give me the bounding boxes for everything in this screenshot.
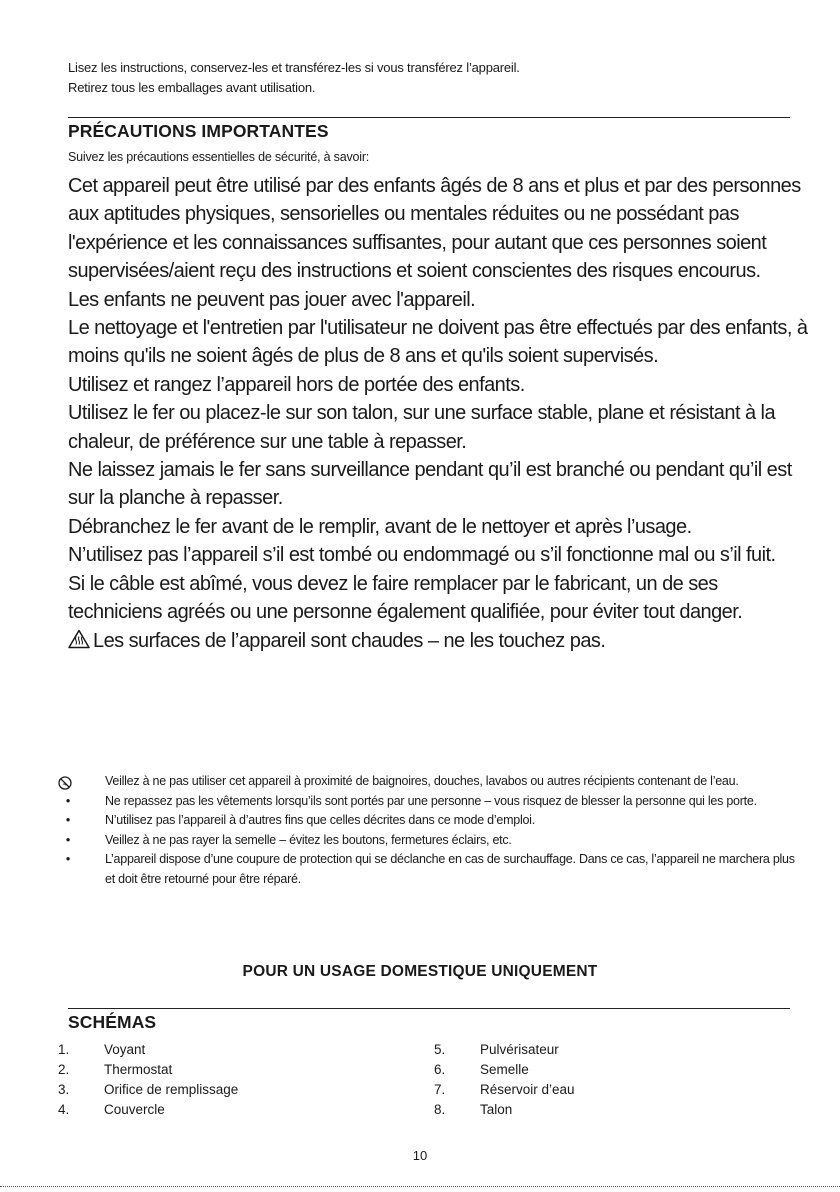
schema-item-number: 3. — [58, 1082, 70, 1097]
domestic-use-notice: POUR UN USAGE DOMESTIQUE UNIQUEMENT — [242, 963, 598, 980]
precaution-paragraph: Utilisez et rangez l’appareil hors de portée des enfants. — [68, 373, 525, 396]
schema-item-label: Réservoir d’eau — [480, 1082, 575, 1097]
bullet: • — [65, 793, 71, 808]
bottom-dotted-border — [0, 1186, 840, 1187]
bullet: • — [65, 813, 71, 827]
divider-schemas — [68, 1008, 790, 1009]
schema-item-number: 1. — [58, 1042, 70, 1057]
list-item-text: L’appareil dispose d’une coupure de protection qui se déclanche en cas de surchauffage. Dans ce cas, l’appareil ne marchera plus et doit être retourné pour être réparé. — [105, 852, 795, 886]
schema-item-number: 7. — [434, 1082, 446, 1097]
list-item-text: Veillez à ne pas rayer la semelle – évitez les boutons, fermetures éclairs, etc. — [105, 832, 512, 847]
schema-item — [58, 1060, 238, 1080]
precaution-paragraph: Débranchez le fer avant de le remplir, avant de le nettoyer et après l’usage. — [68, 515, 692, 538]
schema-item-label: Couvercle — [104, 1102, 165, 1117]
list-item — [58, 792, 798, 812]
precautions-title: PRÉCAUTIONS IMPORTANTES — [68, 121, 329, 141]
list-item — [58, 850, 798, 889]
schema-item-label: Semelle — [480, 1062, 529, 1077]
precaution-paragraph: Le nettoyage et l'entretien par l'utilisateur ne doivent pas être effectués par des enfants, à moins qu'ils ne soient âgés de plus de 8 ans et qu'ils soient supervisés. — [68, 317, 808, 368]
precaution-paragraph: Ne laissez jamais le fer sans surveillance pendant qu’il est branché ou pendant qu’il est sur la planche à repasser. — [68, 459, 792, 510]
schema-item-number: 8. — [434, 1102, 446, 1117]
precaution-paragraph: Si le câble est abîmé, vous devez le faire remplacer par le fabricant, un de ses techniciens agréés ou une personne également qualifiée, pour éviter tout danger. — [68, 572, 743, 624]
list-item-text: N’utilisez pas l’appareil à d’autres fins que celles décrites dans ce mode d’emploi. — [105, 813, 535, 827]
schema-item — [58, 1040, 238, 1060]
prohibition-icon — [58, 776, 72, 790]
hot-surface-warning-icon — [68, 629, 90, 649]
list-item — [58, 772, 798, 792]
intro-line-2: Retirez tous les emballages avant utilisation. — [68, 80, 316, 95]
schema-item — [434, 1060, 575, 1080]
schema-item — [434, 1080, 575, 1100]
hot-warning-text: Les surfaces de l’appareil sont chaudes – ne les touchez pas. — [93, 629, 606, 652]
list-item-text: Ne repassez pas les vêtements lorsqu’ils sont portés par une personne – vous risquez de blesser la personne qui les porte. — [105, 793, 757, 808]
schemas-title: SCHÉMAS — [68, 1012, 157, 1032]
schema-item-number: 6. — [434, 1062, 446, 1077]
list-item-text: Veillez à ne pas utiliser cet appareil à proximité de baignoires, douches, lavabos ou autres récipients contenant de l’eau. — [105, 774, 739, 788]
bullet: • — [65, 832, 71, 847]
precaution-paragraph: Utilisez le fer ou placez-le sur son talon, sur une surface stable, plane et résistant à la chaleur, de préférence sur une table à repasser. — [68, 402, 776, 453]
schema-item-label: Talon — [480, 1102, 513, 1117]
list-item — [58, 831, 798, 851]
schemas-list-right — [434, 1040, 575, 1120]
schemas-list-left — [58, 1040, 238, 1120]
page-number: 10 — [412, 1148, 428, 1163]
schema-item-label: Voyant — [104, 1042, 146, 1057]
precautions-paragraphs — [68, 172, 808, 655]
schema-item-label: Orifice de remplissage — [104, 1082, 239, 1097]
schema-item-label: Thermostat — [104, 1062, 173, 1077]
bullet: • — [65, 852, 71, 866]
divider-top — [68, 117, 790, 118]
intro-line-1: Lisez les instructions, conservez-les et transférez-les si vous transférez l’appareil. — [68, 60, 520, 75]
schema-item-label: Pulvérisateur — [480, 1042, 559, 1057]
precaution-paragraph: Cet appareil peut être utilisé par des enfants âgés de 8 ans et plus et par des personnes aux aptitudes physiques, sensorielles ou mentales réduites ou ne possédant pas l'expérience et les connaissances suffisantes, pour autant que ces personnes soient supervisées/aient reçu des instructions et soient conscientes des risques encourus. — [68, 175, 801, 283]
schema-item — [58, 1080, 238, 1100]
list-item — [58, 811, 798, 831]
precautions-subtitle: Suivez les précautions essentielles de sécurité, à savoir: — [68, 150, 370, 164]
schema-item — [434, 1040, 575, 1060]
schema-item-number: 5. — [434, 1042, 446, 1057]
small-precautions-list — [58, 772, 798, 889]
precaution-paragraph: Les enfants ne peuvent pas jouer avec l'appareil. — [68, 288, 476, 311]
schema-item — [434, 1100, 575, 1120]
precaution-paragraph: N’utilisez pas l’appareil s’il est tombé ou endommagé ou s’il fonctionne mal ou s’il fuit. — [68, 544, 776, 567]
schema-item — [58, 1100, 238, 1120]
intro-text — [68, 58, 520, 98]
hot-warning — [68, 627, 808, 655]
schema-item-number: 2. — [58, 1062, 70, 1077]
schema-item-number: 4. — [58, 1102, 70, 1117]
